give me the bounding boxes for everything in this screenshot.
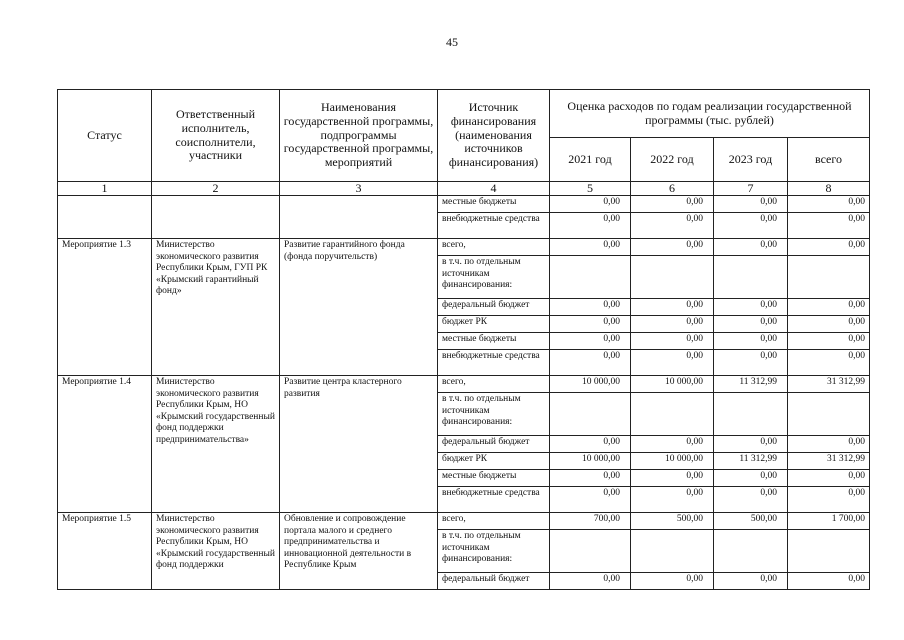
value-cell: 0,00 xyxy=(550,573,631,590)
value-cell: 0,00 xyxy=(550,239,631,256)
value-cell: 0,00 xyxy=(714,299,788,316)
header-total: всего xyxy=(788,138,870,182)
source-cell: местные бюджеты xyxy=(438,470,550,487)
value-cell: 0,00 xyxy=(550,436,631,453)
column-number: 5 xyxy=(550,182,631,196)
value-cell xyxy=(788,256,870,299)
value-cell xyxy=(714,256,788,299)
value-cell: 0,00 xyxy=(631,487,714,513)
value-cell: 500,00 xyxy=(714,513,788,530)
source-cell: всего, xyxy=(438,239,550,256)
executor-cell: Министерство экономического развития Республики Крым, НО «Крымский государственный фонд поддержки предпринимательства» xyxy=(152,376,280,513)
status-cell xyxy=(58,196,152,239)
measure-name-cell xyxy=(280,196,438,239)
source-cell: бюджет РК xyxy=(438,453,550,470)
value-cell: 10 000,00 xyxy=(631,376,714,393)
budget-table xyxy=(57,89,870,590)
value-cell: 0,00 xyxy=(631,299,714,316)
executor-cell: Министерство экономического развития Республики Крым, ГУП РК «Крымский гарантийный фонд» xyxy=(152,239,280,376)
value-cell: 0,00 xyxy=(788,470,870,487)
header-2021: 2021 год xyxy=(550,138,631,182)
source-cell: внебюджетные средства xyxy=(438,350,550,376)
value-cell: 0,00 xyxy=(550,299,631,316)
value-cell: 0,00 xyxy=(550,350,631,376)
value-cell: 700,00 xyxy=(550,513,631,530)
value-cell: 0,00 xyxy=(788,196,870,213)
value-cell: 0,00 xyxy=(550,487,631,513)
source-cell: федеральный бюджет xyxy=(438,299,550,316)
source-cell: федеральный бюджет xyxy=(438,573,550,590)
value-cell: 11 312,99 xyxy=(714,376,788,393)
source-cell: бюджет РК xyxy=(438,316,550,333)
value-cell: 0,00 xyxy=(631,573,714,590)
value-cell xyxy=(550,530,631,573)
value-cell: 0,00 xyxy=(714,436,788,453)
value-cell: 0,00 xyxy=(788,213,870,239)
value-cell: 0,00 xyxy=(550,213,631,239)
value-cell: 0,00 xyxy=(631,213,714,239)
column-number: 8 xyxy=(788,182,870,196)
value-cell: 11 312,99 xyxy=(714,453,788,470)
source-cell: всего, xyxy=(438,513,550,530)
header-name: Наименования государственной программы, подпрограммы государственной программы, мероприятий xyxy=(280,90,438,182)
value-cell: 10 000,00 xyxy=(550,453,631,470)
executor-cell: Министерство экономического развития Республики Крым, НО «Крымский государственный фонд поддержки xyxy=(152,513,280,590)
source-cell: в т.ч. по отдельным источникам финансирования: xyxy=(438,393,550,436)
value-cell: 0,00 xyxy=(714,213,788,239)
measure-name-cell: Развитие гарантийного фонда (фонда поручительств) xyxy=(280,239,438,376)
page-number: 45 xyxy=(446,35,458,49)
value-cell xyxy=(631,530,714,573)
value-cell: 10 000,00 xyxy=(631,453,714,470)
column-number: 3 xyxy=(280,182,438,196)
value-cell: 0,00 xyxy=(714,470,788,487)
value-cell: 0,00 xyxy=(550,196,631,213)
value-cell: 0,00 xyxy=(788,333,870,350)
header-executor: Ответственный исполнитель, соисполнители, участники xyxy=(152,90,280,182)
value-cell: 0,00 xyxy=(788,350,870,376)
source-cell: федеральный бюджет xyxy=(438,436,550,453)
value-cell xyxy=(714,393,788,436)
value-cell: 0,00 xyxy=(631,350,714,376)
value-cell: 0,00 xyxy=(550,470,631,487)
column-number: 7 xyxy=(714,182,788,196)
status-cell: Мероприятие 1.3 xyxy=(58,239,152,376)
table-row xyxy=(58,376,870,393)
value-cell: 0,00 xyxy=(714,487,788,513)
value-cell: 0,00 xyxy=(631,333,714,350)
value-cell xyxy=(788,393,870,436)
measure-name-cell: Обновление и сопровождение портала малого и среднего предпринимательства и инновационной деятельности в Республике Крым xyxy=(280,513,438,590)
value-cell xyxy=(550,393,631,436)
value-cell: 0,00 xyxy=(631,436,714,453)
value-cell: 0,00 xyxy=(788,487,870,513)
status-cell: Мероприятие 1.4 xyxy=(58,376,152,513)
value-cell xyxy=(550,256,631,299)
value-cell xyxy=(714,530,788,573)
column-number: 1 xyxy=(58,182,152,196)
column-numbers-row xyxy=(58,182,870,196)
header-estimate: Оценка расходов по годам реализации государственной программы (тыс. рублей) xyxy=(550,90,870,138)
value-cell: 0,00 xyxy=(714,333,788,350)
value-cell: 0,00 xyxy=(788,316,870,333)
table-row xyxy=(58,513,870,530)
value-cell: 0,00 xyxy=(788,573,870,590)
table-row xyxy=(58,239,870,256)
header-status: Статус xyxy=(58,90,152,182)
value-cell: 0,00 xyxy=(714,350,788,376)
header-source: Источник финансирования (наименования источников финансирования) xyxy=(438,90,550,182)
header-2023: 2023 год xyxy=(714,138,788,182)
value-cell xyxy=(631,256,714,299)
value-cell: 0,00 xyxy=(788,239,870,256)
value-cell: 10 000,00 xyxy=(550,376,631,393)
value-cell: 0,00 xyxy=(714,316,788,333)
value-cell: 0,00 xyxy=(631,239,714,256)
column-number: 2 xyxy=(152,182,280,196)
source-cell: в т.ч. по отдельным источникам финансирования: xyxy=(438,256,550,299)
source-cell: местные бюджеты xyxy=(438,333,550,350)
value-cell: 0,00 xyxy=(550,333,631,350)
source-cell: внебюджетные средства xyxy=(438,487,550,513)
value-cell: 0,00 xyxy=(631,196,714,213)
value-cell: 0,00 xyxy=(714,196,788,213)
value-cell: 500,00 xyxy=(631,513,714,530)
value-cell: 1 700,00 xyxy=(788,513,870,530)
value-cell: 0,00 xyxy=(631,316,714,333)
table-row xyxy=(58,196,870,213)
status-cell: Мероприятие 1.5 xyxy=(58,513,152,590)
source-cell: местные бюджеты xyxy=(438,196,550,213)
source-cell: внебюджетные средства xyxy=(438,213,550,239)
column-number: 6 xyxy=(631,182,714,196)
column-number: 4 xyxy=(438,182,550,196)
value-cell: 0,00 xyxy=(550,316,631,333)
value-cell: 31 312,99 xyxy=(788,376,870,393)
header-2022: 2022 год xyxy=(631,138,714,182)
value-cell: 31 312,99 xyxy=(788,453,870,470)
measure-name-cell: Развитие центра кластерного развития xyxy=(280,376,438,513)
source-cell: всего, xyxy=(438,376,550,393)
value-cell: 0,00 xyxy=(714,573,788,590)
value-cell: 0,00 xyxy=(714,239,788,256)
value-cell xyxy=(788,530,870,573)
executor-cell xyxy=(152,196,280,239)
value-cell: 0,00 xyxy=(631,470,714,487)
value-cell: 0,00 xyxy=(788,436,870,453)
value-cell: 0,00 xyxy=(788,299,870,316)
value-cell xyxy=(631,393,714,436)
source-cell: в т.ч. по отдельным источникам финансирования: xyxy=(438,530,550,573)
